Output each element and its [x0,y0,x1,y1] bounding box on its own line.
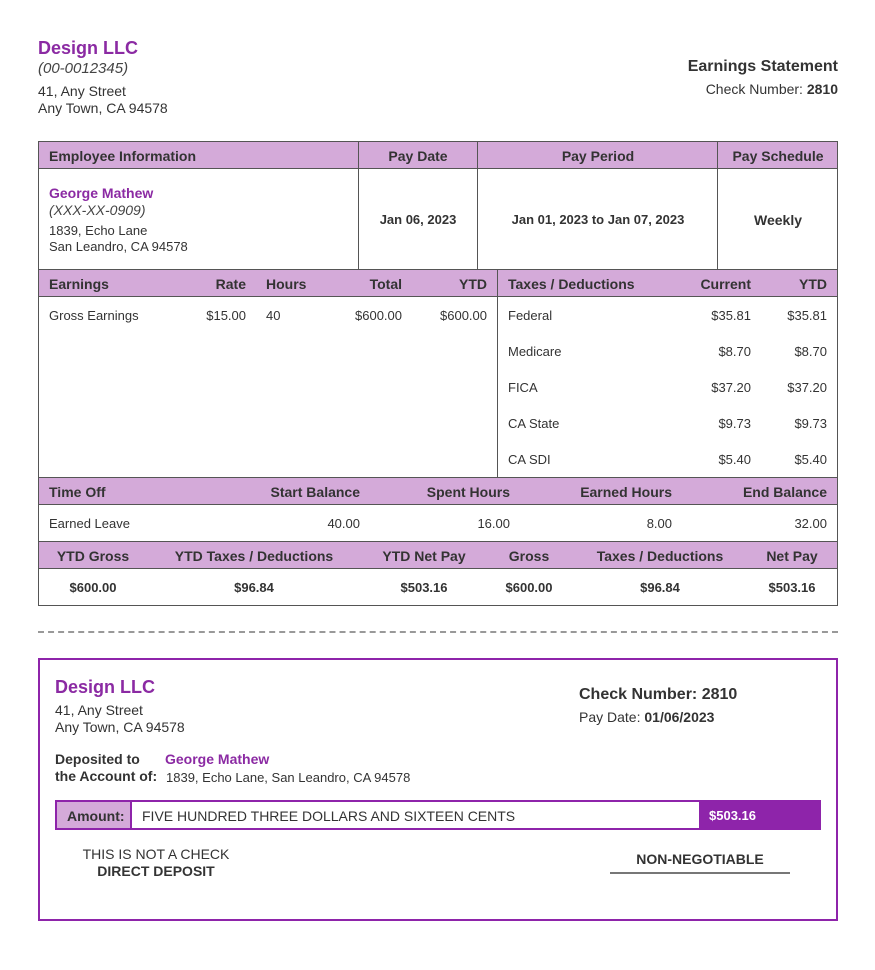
check-number-value: 2810 [806,81,838,97]
payee-address: 1839, Echo Lane, San Leandro, CA 94578 [166,770,411,785]
header-pay-schedule: Pay Schedule [732,148,824,164]
amount-value: $503.16 [709,808,756,823]
tax-row-ytd: $9.73 [794,416,827,431]
check-company-name: Design LLC [55,677,156,697]
not-a-check-note: THIS IS NOT A CHECK [82,846,230,862]
divider [38,504,838,505]
header-pay-period: Pay Period [561,148,635,164]
time-off-row-spent: 16.00 [477,516,510,531]
check-company-address-line1: 41, Any Street [55,702,143,718]
check-number [579,686,737,704]
summary-header-ytd-taxes: YTD Taxes / Deductions [174,548,334,564]
earnings-row-total: $600.00 [355,308,402,323]
time-off-row-name: Earned Leave [49,516,130,531]
earnings-header-name: Earnings [49,276,109,292]
summary-header-taxes: Taxes / Deductions [596,548,724,564]
tax-row-ytd: $35.81 [787,308,827,323]
divider [497,269,498,477]
pay-schedule-value: Weekly [754,212,802,228]
taxes-header-name: Taxes / Deductions [508,276,635,292]
check-pay-date [579,709,714,725]
summary-header-ytd-net: YTD Net Pay [382,548,466,564]
tax-row-name: CA SDI [508,452,551,467]
company-id: (00-0012345) [38,60,129,77]
summary-value-taxes: $96.84 [640,580,680,595]
check-number-label: Check Number: [579,686,698,703]
payee-name: George Mathew [165,751,270,767]
divider [38,168,838,169]
pay-date-value: Jan 06, 2023 [379,212,457,227]
header-employee-info: Employee Information [49,148,197,164]
statement-title: Earnings Statement [687,58,838,75]
deposited-label-line1: Deposited to [55,751,140,767]
time-off-row-start: 40.00 [327,516,360,531]
pay-period-value: Jan 01, 2023 to Jan 07, 2023 [511,212,685,227]
summary-value-ytd-taxes: $96.84 [234,580,274,595]
divider [38,296,838,297]
company-address-line1: 41, Any Street [38,83,126,99]
time-off-header-start: Start Balance [270,484,360,500]
tax-row-name: Medicare [508,344,562,359]
earnings-row-rate: $15.00 [206,308,246,323]
summary-header-net: Net Pay [766,548,818,564]
tax-row-ytd: $5.40 [794,452,827,467]
employee-address-line2: San Leandro, CA 94578 [49,239,188,254]
earnings-row-hours: 40 [266,308,281,323]
earnings-row-name: Gross Earnings [49,308,139,323]
earnings-header-rate: Rate [215,276,246,292]
earnings-header-ytd: YTD [459,276,487,292]
summary-value-ytd-gross: $600.00 [69,580,117,595]
tax-row-ytd: $37.20 [787,380,827,395]
tear-line [38,631,838,633]
employee-name: George Mathew [49,185,154,201]
deposited-label-line2: the Account of: [55,768,158,784]
company-name: Design LLC [38,38,139,58]
divider [717,141,718,269]
employee-ssn: (XXX-XX-0909) [49,202,146,218]
time-off-row-end: 32.00 [794,516,827,531]
time-off-header-earned: Earned Hours [580,484,672,500]
direct-deposit-note: DIRECT DEPOSIT [97,863,215,879]
employee-address-line1: 1839, Echo Lane [49,223,148,238]
tax-row-current: $5.40 [718,452,751,467]
tax-row-current: $8.70 [718,344,751,359]
time-off-row-earned: 8.00 [646,516,672,531]
amount-words: FIVE HUNDRED THREE DOLLARS AND SIXTEEN CENTS [142,808,516,824]
divider [477,141,478,269]
summary-header-ytd-gross: YTD Gross [56,548,130,564]
divider [38,568,838,569]
summary-header-gross: Gross [508,548,550,564]
earnings-row-ytd: $600.00 [440,308,487,323]
header-pay-date: Pay Date [388,148,448,164]
summary-value-gross: $600.00 [505,580,553,595]
tax-row-name: FICA [508,380,538,395]
company-address-line2: Any Town, CA 94578 [38,100,168,116]
tax-row-ytd: $8.70 [794,344,827,359]
tax-row-current: $9.73 [718,416,751,431]
tax-row-name: Federal [508,308,553,323]
time-off-header-end: End Balance [742,484,827,500]
amount-label: Amount: [67,808,125,824]
summary-value-net: $503.16 [768,580,816,595]
pay-date-label: Pay Date: [579,709,641,725]
earnings-header-hours: Hours [266,276,307,292]
taxes-header-current: Current [700,276,751,292]
check-number-label: Check Number: [705,81,803,97]
statement-check-number [706,81,838,97]
time-off-header-name: Time Off [49,484,106,500]
tax-row-current: $35.81 [711,308,751,323]
tax-row-current: $37.20 [711,380,751,395]
tax-row-name: CA State [508,416,560,431]
taxes-header-ytd: YTD [799,276,827,292]
earnings-table [38,141,838,606]
earnings-header-total: Total [369,276,402,292]
divider [130,802,132,828]
check-company-address-line2: Any Town, CA 94578 [55,719,185,735]
signature-line [610,872,790,874]
time-off-header-spent: Spent Hours [426,484,510,500]
check-number-value: 2810 [701,686,738,703]
divider [358,141,359,269]
non-negotiable-note: NON-NEGOTIABLE [636,851,764,867]
summary-value-ytd-net: $503.16 [400,580,448,595]
pay-date-value: 01/06/2023 [644,709,715,725]
